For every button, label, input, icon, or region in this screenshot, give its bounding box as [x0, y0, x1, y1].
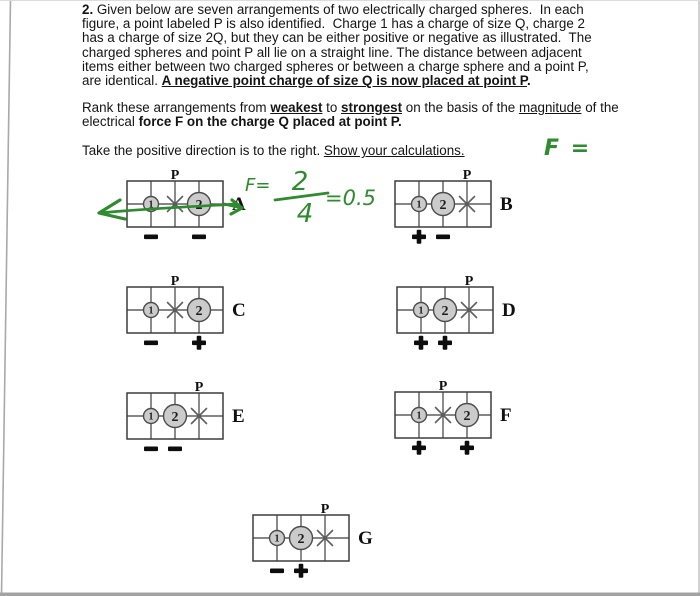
fraction-numerator: 2: [291, 167, 309, 197]
charge-1-number: 1: [148, 199, 154, 211]
figure-letter: E: [232, 406, 245, 427]
handwritten-arrow-left-head: [99, 200, 125, 219]
text-segment: items either between two charged spheres or between a charge sphere and a point P,: [82, 58, 589, 74]
charge-1-sign-plus: [419, 336, 424, 350]
text-segment: force F on the charge Q placed at point P: [138, 114, 398, 130]
text-segment: weakest: [270, 100, 323, 115]
charge-2-sign-plus: [299, 564, 304, 578]
charge-2-sign-minus: [192, 235, 206, 240]
text-segment: are identical.: [82, 73, 162, 89]
charge-1-number: 1: [148, 411, 154, 423]
arrangement-figure-E: [125, 379, 265, 463]
text-segment: .: [527, 73, 531, 89]
text-segment: A negative point charge of size Q is now placed at point P: [161, 73, 527, 89]
charge-1-sign-plus: [417, 230, 422, 244]
text-line: [82, 31, 592, 45]
figure-letter: A: [232, 194, 246, 215]
p-label: P: [462, 168, 472, 183]
text-segment: strongest: [341, 100, 403, 115]
text-line: [82, 101, 619, 115]
text-segment: on the basis of the: [402, 100, 519, 115]
figure-C-svg: [125, 273, 265, 357]
charge-2-number: 2: [171, 410, 179, 425]
text-line: [82, 115, 619, 129]
arrangement-figure-A: [125, 167, 265, 251]
p-label: P: [170, 274, 180, 289]
arrangement-figure-D: [395, 273, 535, 357]
charge-1-number: 1: [416, 410, 422, 422]
figure-letter: B: [500, 194, 513, 215]
charge-2-sign-minus: [436, 235, 450, 240]
charge-2-sign-plus: [465, 441, 470, 455]
text-line: [82, 74, 592, 88]
charge-1-number: 1: [418, 305, 424, 317]
charge-2-sign-plus: [197, 336, 202, 350]
charge-2-number: 2: [195, 304, 203, 319]
figure-E-svg: [125, 379, 265, 463]
text-segment: Rank these arrangements from: [82, 100, 271, 115]
p-label: P: [320, 502, 330, 517]
handwritten-result: =0.5: [325, 186, 376, 210]
text-line: [82, 144, 465, 158]
charge-2-number: 2: [195, 198, 203, 213]
handwritten-f-equals: F =: [544, 136, 592, 161]
text-segment: electrical: [82, 114, 139, 130]
charge-2-number: 2: [441, 304, 449, 319]
arrangement-figure-C: [125, 273, 265, 357]
figure-letter: C: [232, 300, 246, 321]
figure-letter: D: [502, 300, 516, 321]
charge-1-number: 1: [416, 199, 422, 211]
figure-letter: F: [500, 405, 512, 426]
figure-G-svg: [251, 501, 391, 585]
text-segment: .: [398, 114, 402, 130]
fraction-bar: [275, 193, 328, 200]
figure-F-svg: [393, 378, 533, 462]
direction-note: [82, 144, 465, 158]
text-segment: magnitude: [518, 100, 582, 115]
handwritten-f-label: F=: [245, 175, 271, 196]
charge-2-number: 2: [439, 198, 447, 213]
text-segment: to: [322, 100, 342, 115]
charge-1-sign-minus: [144, 447, 158, 452]
charge-2-sign-plus: [443, 336, 448, 350]
p-label: P: [194, 380, 204, 395]
p-label: P: [170, 168, 180, 183]
bottom-page-edge: [0, 593, 700, 596]
charge-2-number: 2: [463, 409, 471, 424]
text-segment: Take the positive direction is to the right.: [82, 143, 324, 158]
text-segment: has a charge of size 2Q, but they can be either positive or negative as illustrated. The: [82, 30, 592, 46]
arrangement-figure-G: [251, 501, 391, 585]
p-label: P: [464, 274, 474, 289]
charge-1-sign-minus: [270, 569, 284, 574]
charge-1-sign-plus: [417, 441, 422, 455]
figure-B-svg: [393, 167, 533, 251]
charge-1-number: 1: [274, 533, 280, 545]
text-segment: of the: [581, 100, 619, 115]
text-segment: Show your calculations.: [323, 143, 465, 158]
text-segment: charged spheres and point P all lie on a straight line. The distance between adjacent: [82, 44, 582, 60]
text-line: [82, 46, 592, 60]
text-line: [82, 60, 592, 74]
text-line: [82, 3, 592, 17]
charge-2-number: 2: [297, 532, 305, 547]
text-segment: 2.: [82, 2, 94, 17]
left-page-edge: [2, 0, 11, 596]
text-segment: figure, a point labeled P is also identified. Charge 1 has a charge of size Q, charge 2: [82, 16, 585, 32]
charge-1-number: 1: [148, 305, 154, 317]
figure-A-svg: [125, 167, 265, 251]
arrangement-figure-F: [393, 378, 533, 462]
ranking-instruction: [82, 101, 619, 129]
text-segment: Given below are seven arrangements of two electrically charged spheres. In each: [93, 2, 584, 17]
charge-2-sign-minus: [168, 447, 182, 452]
charge-1-sign-minus: [144, 341, 158, 346]
p-label: P: [438, 379, 448, 394]
charge-1-sign-minus: [144, 235, 158, 240]
figure-D-svg: [395, 273, 535, 357]
text-line: [82, 17, 592, 31]
arrangement-figure-B: [393, 167, 533, 251]
problem-statement: [82, 3, 592, 88]
fraction-denominator: 4: [296, 199, 314, 229]
figure-letter: G: [358, 528, 373, 549]
